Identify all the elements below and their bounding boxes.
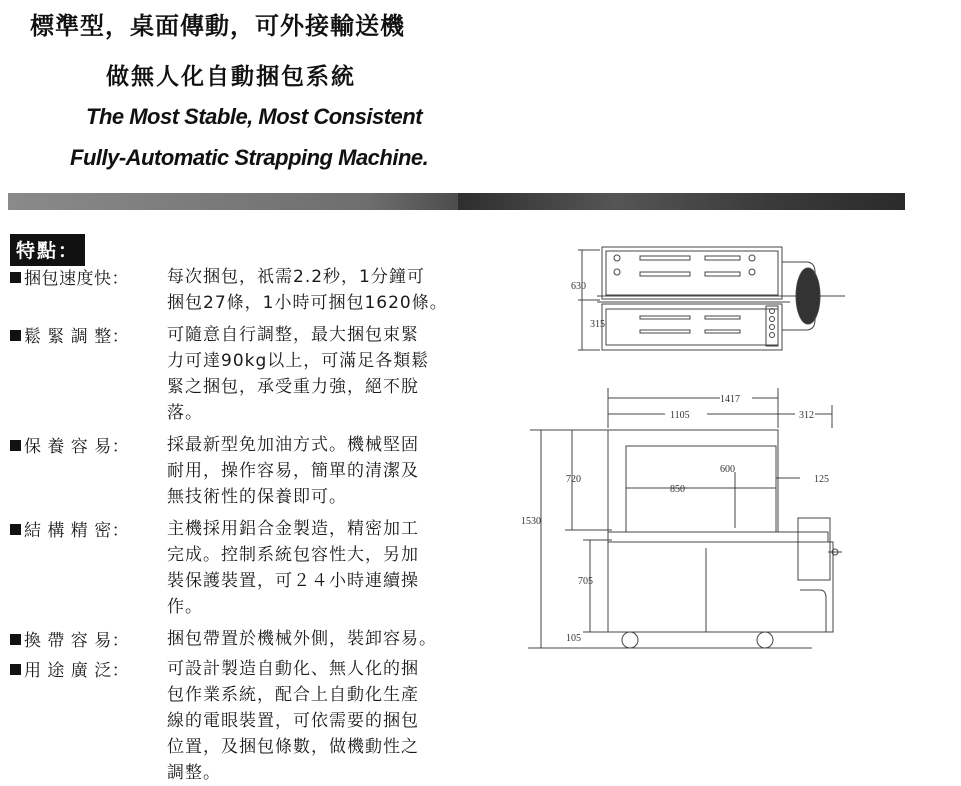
feature-line: 包作業系統，配合上自動化生產 (167, 685, 419, 705)
feature-line: 捆包帶置於機械外側，裝卸容易。 (167, 629, 437, 649)
feature-line: 捆包27條，1小時可捆包1620條。 (167, 293, 448, 313)
square-bullet-icon (10, 664, 21, 675)
title-en-line2: Fully-Automatic Strapping Machine. (70, 145, 429, 170)
dim-125: 125 (814, 474, 829, 485)
feature-heading: 結 構 精 密： (24, 521, 130, 541)
dim-1530: 1530 (521, 516, 541, 527)
square-bullet-icon (10, 272, 21, 283)
feature-line: 線的電眼裝置，可依需要的捆包 (167, 711, 419, 731)
feature-heading: 保 養 容 易： (24, 437, 130, 457)
feature-heading: 捆包速度快： (24, 269, 129, 289)
feature-line: 可設計製造自動化、無人化的捆 (167, 659, 419, 679)
header-band-dark (458, 193, 905, 210)
square-bullet-icon (10, 440, 21, 451)
dim-1105: 1105 (670, 410, 690, 421)
top-view (578, 247, 845, 350)
title-cn-line2: 做無人化自動捆包系統 (106, 64, 356, 90)
title-cn-line1: 標準型，桌面傳動，可外接輸送機 (30, 12, 405, 40)
feature-line: 調整。 (167, 763, 221, 783)
feature-line: 無技術性的保養即可。 (167, 487, 347, 507)
feature-line: 作。 (167, 597, 203, 617)
dim-630: 630 (571, 281, 586, 292)
dim-600: 600 (720, 464, 735, 475)
feature-line: 位置，及捆包條數，做機動性之 (167, 737, 419, 757)
dim-315: 315 (590, 319, 605, 330)
dim-705: 705 (578, 576, 593, 587)
front-view (528, 388, 842, 648)
square-bullet-icon (10, 634, 21, 645)
square-bullet-icon (10, 330, 21, 341)
feature-line: 緊之捆包，承受重力強，絕不脫 (167, 377, 419, 397)
features-label: 特點： (10, 234, 85, 266)
feature-item (10, 656, 510, 786)
feature-heading: 鬆 緊 調 整： (24, 327, 130, 347)
feature-line: 裝保護裝置，可２４小時連續操 (167, 571, 419, 591)
square-bullet-icon (10, 524, 21, 535)
feature-line: 力可達90kg以上，可滿足各類鬆 (167, 351, 430, 371)
machine-dimension-drawing (515, 240, 850, 670)
dim-1417: 1417 (720, 394, 740, 405)
title-en-line1: The Most Stable, Most Consistent (86, 104, 423, 129)
feature-line: 可隨意自行調整，最大捆包束緊 (167, 325, 419, 345)
feature-line: 落。 (167, 403, 203, 423)
feature-item (10, 432, 510, 510)
feature-heading: 換 帶 容 易： (24, 631, 130, 651)
feature-line: 採最新型免加油方式。機械堅固 (167, 435, 419, 455)
feature-item (10, 322, 510, 426)
feature-heading: 用 途 廣 泛： (24, 661, 130, 681)
dim-105: 105 (566, 633, 581, 644)
feature-line: 耐用，操作容易，簡單的清潔及 (167, 461, 419, 481)
dim-720: 720 (566, 474, 581, 485)
feature-item (10, 516, 510, 620)
feature-line: 每次捆包，祇需2.2秒，1分鐘可 (167, 267, 425, 287)
feature-line: 主機採用鋁合金製造，精密加工 (167, 519, 419, 539)
dim-312: 312 (799, 410, 814, 421)
feature-item (10, 626, 510, 652)
features-list (10, 264, 510, 786)
feature-line: 完成。控制系統包容性大，另加 (167, 545, 419, 565)
feature-item (10, 264, 510, 316)
dim-850: 850 (670, 484, 685, 495)
